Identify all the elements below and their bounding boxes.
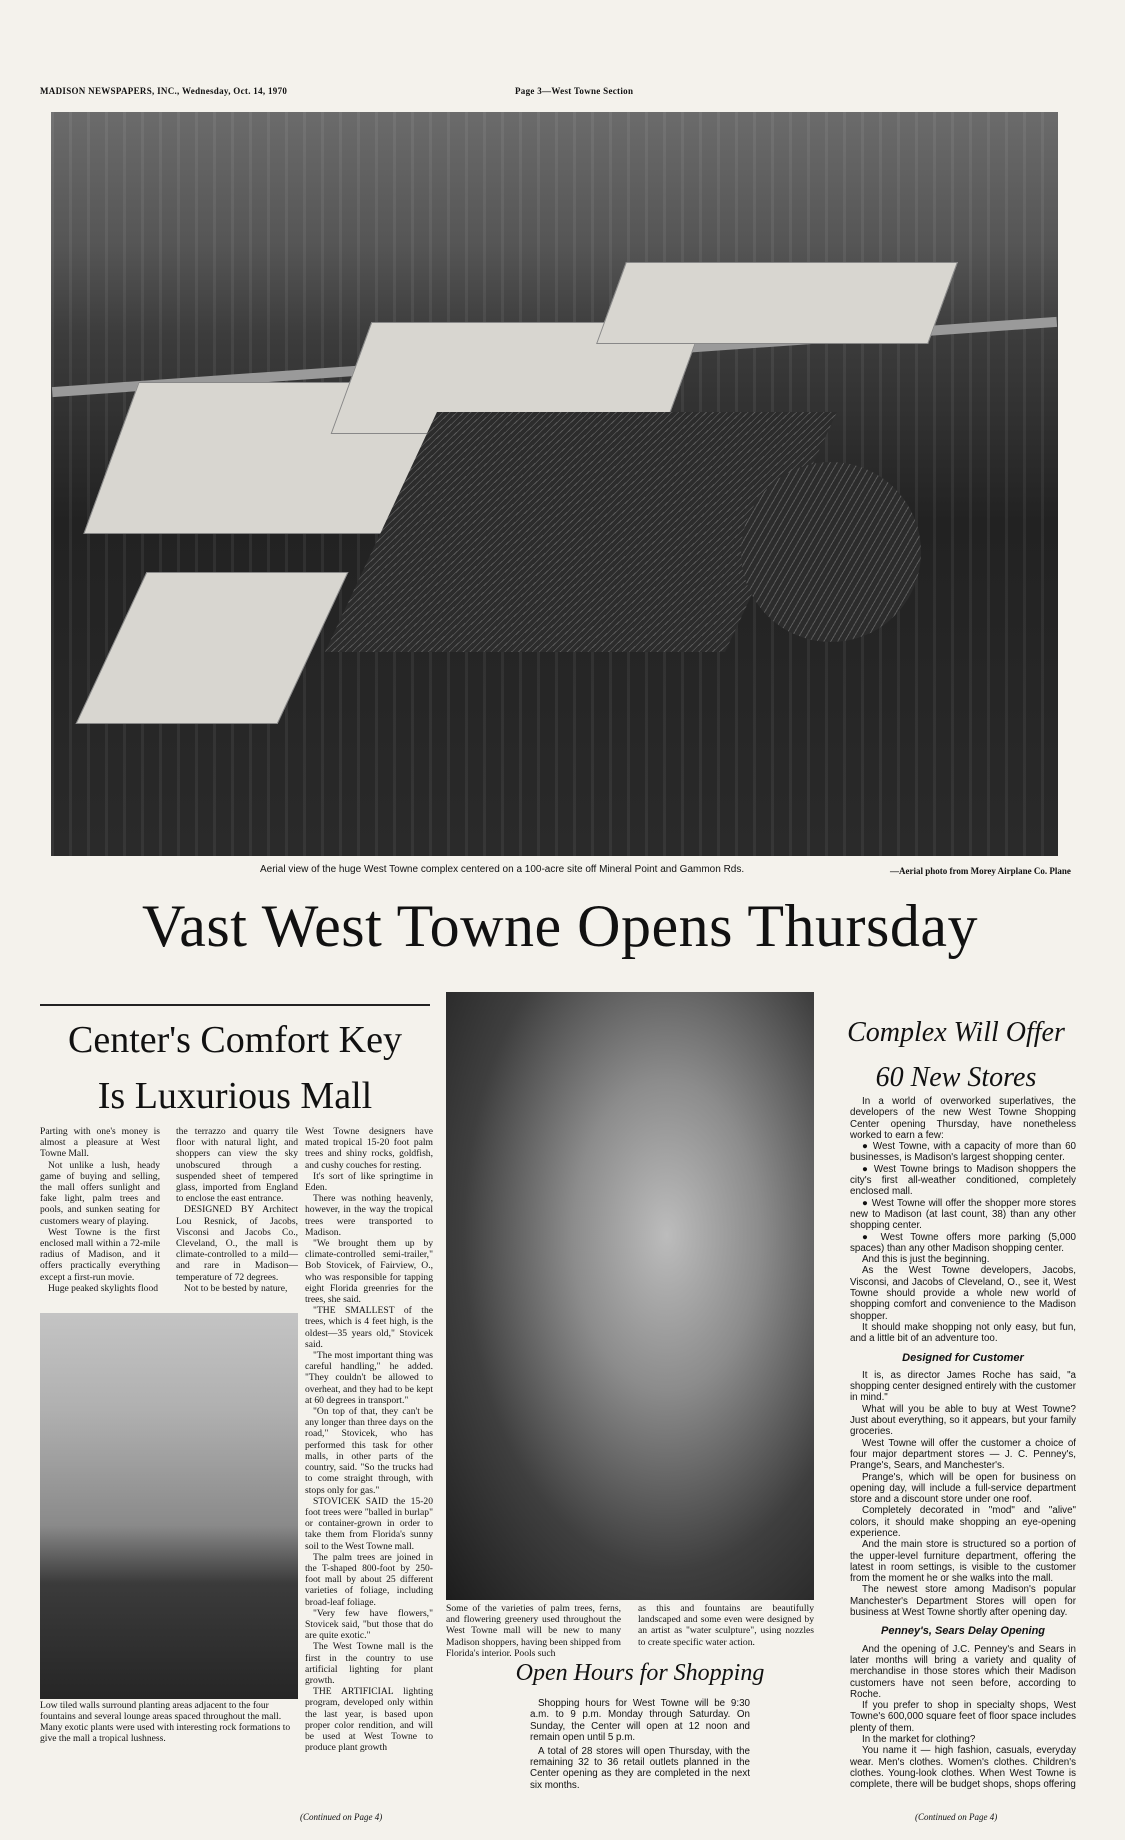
plants-photo <box>446 992 814 1600</box>
paragraph: ● West Towne brings to Madison shoppers the city's first all-weather conditioned, completely enclosed mall. <box>850 1163 1076 1198</box>
left-title-line1: Center's Comfort Key <box>67 1019 402 1061</box>
aerial-credit: —Aerial photo from Morey Airplane Co. Plane <box>890 866 1071 876</box>
paragraph: West Towne will offer the customer a choice of four major department stores — J. C. Penney's, Prange's, Sears, and Manchester's. <box>850 1437 1076 1472</box>
right-story-title <box>836 1010 1076 1100</box>
paragraph: If you prefer to shop in specialty shops, West Towne's 600,000 square feet of floor space includes plenty of them. <box>850 1700 1076 1734</box>
aerial-photo <box>51 112 1058 856</box>
paragraph: Prange's, which will be open for business on opening day, will include a full-service department store and a discount store under one roof. <box>850 1471 1076 1506</box>
header-section: Page 3—West Towne Section <box>515 86 634 96</box>
paragraph: It is, as director James Roche has said, "a shopping center designed entirely with the customer in mind." <box>850 1369 1077 1404</box>
paragraph: ● West Towne will offer the shopper more stores new to Madison (at last count, 38) than any other shopping center. <box>850 1197 1076 1232</box>
paragraph: The West Towne mall is the first in the country to use artificial lighting for plant growth. <box>305 1641 433 1686</box>
paragraph: Huge peaked skylights flood <box>48 1282 159 1294</box>
main-headline: Vast West Towne Opens Thursday <box>142 893 978 959</box>
mall-interior-photo <box>40 1313 298 1699</box>
left-story-title <box>40 1012 430 1124</box>
paragraph: Parting with one's money is almost a pleasure at West Towne Mall. <box>40 1126 160 1160</box>
left-story-col1 <box>40 1126 160 1294</box>
left-continued: (Continued on Page 4) <box>300 1812 383 1822</box>
right-story-body <box>850 1096 1076 1791</box>
paragraph: The palm trees are joined in the T-shaped 800-foot by 250-foot mall by about 25 different varieties of foliage, including broad-leaf foliage. <box>305 1551 433 1608</box>
paragraph: And the main store is structured so a portion of the upper-level furniture department, offering the latest in room settings, is visible to the customer from the moment he or she walks into the mall. <box>850 1539 1076 1585</box>
subhead-penneys: Penney's, Sears Delay Opening <box>880 1625 1046 1638</box>
paragraph: As the West Towne developers, Jacobs, Visconsi, and Jacobs of Cleveland, O., see it, West Towne should provide a whole new world of shopping comfort and convenience to the Madison shopper. <box>850 1265 1076 1322</box>
hours-body <box>530 1698 750 1793</box>
paragraph: The newest store among Madison's popular Manchester's Department Stores will open for business at West Towne shortly after opening day. <box>850 1584 1076 1619</box>
paragraph: It should make shopping not only easy, but fun, and a little bit of an adventure too. <box>850 1321 1076 1345</box>
paragraph: And this is just the beginning. <box>862 1254 990 1266</box>
paragraph: THE ARTIFICIAL lighting program, developed only within the last year, is based upon proper color rendition, and will be used at West Towne to produce plant growth <box>305 1686 433 1754</box>
paragraph: It's sort of like springtime in Eden. <box>305 1170 433 1194</box>
aerial-caption: Aerial view of the huge West Towne complex centered on a 100-acre site off Mineral Point and Gammon Rds. <box>260 864 745 875</box>
plants-caption-b: as this and fountains are beautifully landscaped and some even were designed by an artist as "water sculpture", using nozzles to create specific water action. <box>638 1603 814 1648</box>
paragraph: Shopping hours for West Towne will be 9:30 a.m. to 9 p.m. Monday through Saturday. On Sunday, the Center will open at 12 noon and remain open until 5 p.m. <box>530 1698 750 1744</box>
right-continued: (Continued on Page 4) <box>915 1812 998 1822</box>
right-title-line2: 60 New Stores <box>875 1062 1037 1093</box>
paragraph: There was nothing heavenly, however, in the way the tropical trees were transported to Madison. <box>305 1193 433 1238</box>
hours-title: Open Hours for Shopping <box>515 1660 765 1686</box>
paragraph: ● West Towne offers more parking (5,000 spaces) than any other Madison shopping center. <box>850 1231 1076 1254</box>
mall-photo-caption: Low tiled walls surround planting areas adjacent to the four fountains and several lounge areas spaced throughout the mall. Many exotic plants were used with interesting rock formations to give the mall a tropical lushness. <box>40 1700 291 1744</box>
paragraph: the terrazzo and quarry tile floor with natural light, and shoppers can view the sky unobscured through a suspended sheet of tempered glass, imported from England to enclose the east entrance. <box>176 1126 298 1205</box>
left-title-line2: Is Luxurious Mall <box>97 1075 373 1117</box>
paragraph: West Towne is the first enclosed mall within a 72-mile radius of Madison, and it offers practically everything except a first-run movie. <box>40 1226 160 1283</box>
paragraph: What will you be able to buy at West Towne? Just about everything, so it appears, but your family groceries. <box>850 1403 1076 1438</box>
left-story-col3 <box>305 1126 433 1753</box>
header-dateline: MADISON NEWSPAPERS, INC., Wednesday, Oct. 14, 1970 <box>40 86 288 96</box>
paragraph: In a world of overworked superlatives, the developers of the new West Towne Shopping Center opening Thursday, have nonetheless worked to earn a few: <box>850 1096 1076 1141</box>
paragraph: "On top of that, they can't be any longer than three days on the road," Stovicek, who has performed this task for other malls, in other parts of the country, said. "So the trucks had to come straight through, with stops only for gas." <box>305 1406 433 1496</box>
left-story-col2 <box>176 1126 298 1294</box>
paragraph: A total of 28 stores will open Thursday, with the remaining 32 to 36 retail outlets planned in the Center opening as they are completed in the next six months. <box>530 1745 750 1791</box>
paragraph: West Towne designers have mated tropical 15-20 foot palm trees and shiny rocks, goldfish, and cushy couches for resting. <box>305 1126 433 1171</box>
section-rule <box>40 1004 430 1006</box>
paragraph: Not unlike a lush, heady game of buying and selling, the mall offers sunlight and fake light, palm trees and pools, and sunken seating for customers weary of playing. <box>40 1159 160 1227</box>
paragraph: STOVICEK SAID the 15-20 foot trees were "balled in burlap" or container-grown in order to take them from Florida's sunny soil to the West Towne mall. <box>305 1495 433 1552</box>
paragraph: "The most important thing was careful handling," he added. "They couldn't be allowed to overheat, and they had to be kept at 60 degrees in transport." <box>305 1350 433 1406</box>
paragraph: Not to be bested by nature, <box>184 1282 288 1294</box>
subhead-designed: Designed for Customer <box>902 1351 1024 1364</box>
paragraph: Completely decorated in "mod" and "alive" colors, it should make shopping an eye-opening experience. <box>850 1505 1076 1539</box>
paragraph: You name it — high fashion, casuals, everyday wear. Men's clothes. Women's clothes. Children's clothes. Young-look clothes. When West Towne is complete, there will be budget shops, shops offering <box>850 1745 1076 1791</box>
paragraph: "THE SMALLEST of the trees, which is 4 feet high, is the oldest—35 years old," Stovicek said. <box>305 1305 433 1350</box>
paragraph: In the market for clothing? <box>862 1734 976 1746</box>
paragraph: ● West Towne, with a capacity of more than 60 businesses, is Madison's largest shopping center. <box>850 1141 1076 1164</box>
page-header <box>40 86 1060 100</box>
plants-caption-a: Some of the varieties of palm trees, ferns, and flowering greenery used throughout the West Towne mall will be new to many Madison shoppers, having been shipped from Florida's interior. Pools such <box>446 1603 621 1659</box>
paragraph: And the opening of J.C. Penney's and Sears in later months will bring a variety and quality of merchandise in those stores which their Madison customers have not seen before, according to Roche. <box>850 1643 1076 1700</box>
paragraph: "We brought them up by climate-controlled semi-trailer," Bob Stovicek, of Fairview, O., who was responsible for tapping eight Florida greenries for the trees, she said. <box>305 1238 433 1306</box>
paragraph: DESIGNED BY Architect Lou Resnick, of Jacobs, Visconsi and Jacobs Co., Cleveland, O., the mall is climate-controlled to a mild—and rare in Madison—temperature of 72 degrees. <box>176 1204 298 1283</box>
paragraph: "Very few have flowers," Stovicek said, "but those that do are quite exotic." <box>305 1607 433 1642</box>
right-title-line1: Complex Will Offer <box>847 1017 1065 1048</box>
